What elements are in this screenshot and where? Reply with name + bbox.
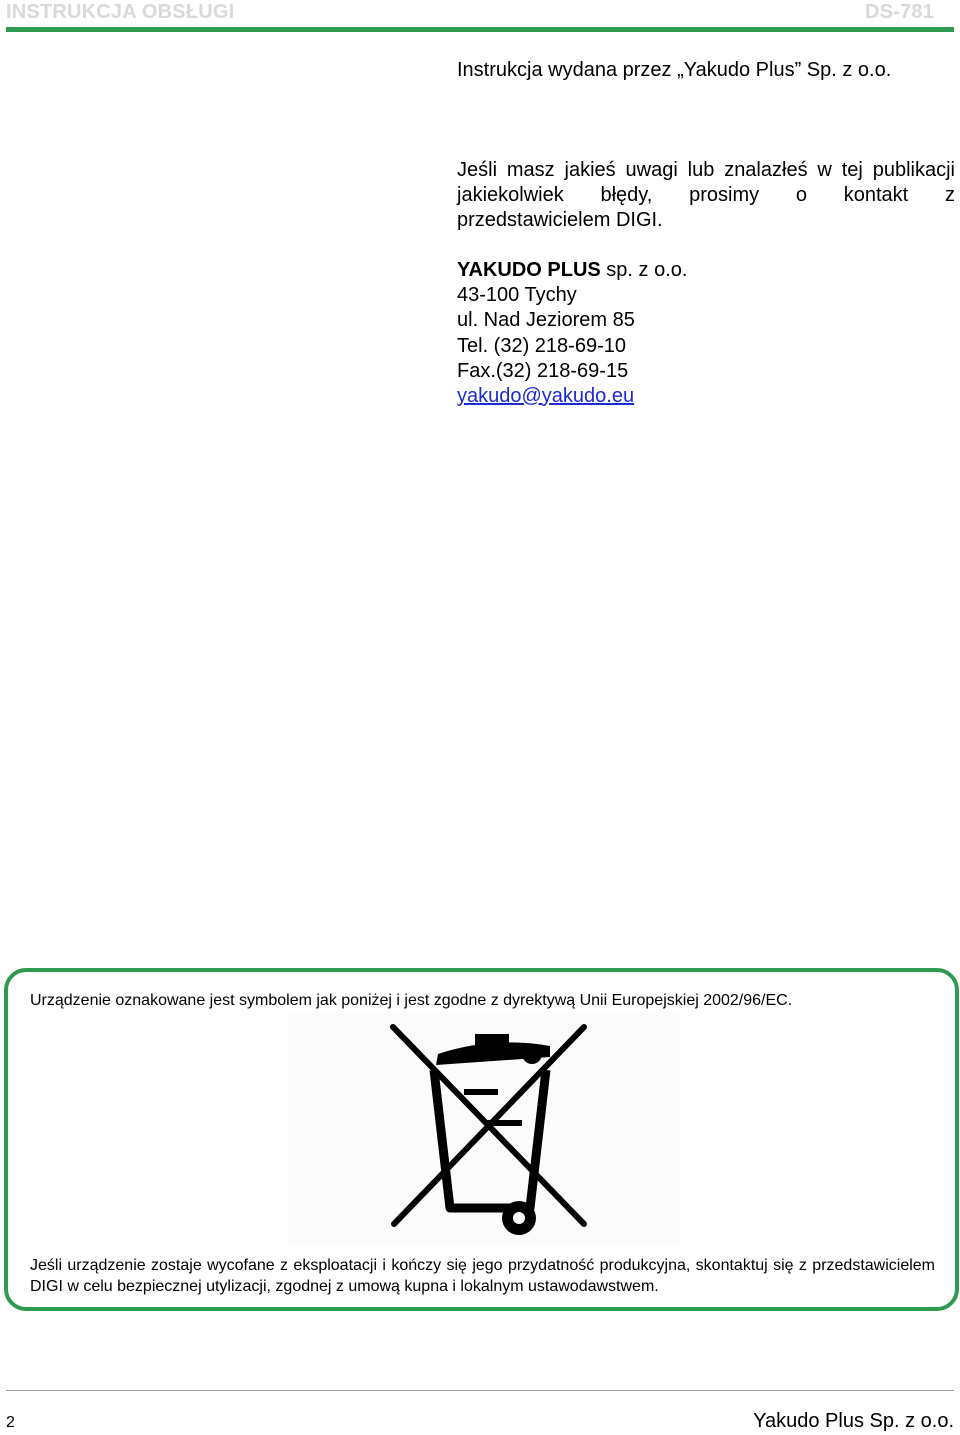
model-number: DS-781 [864,1,934,23]
email-link[interactable]: yakudo@yakudo.eu [457,385,635,408]
manual-title: INSTRUKCJA OBSŁUGI [6,1,235,23]
company-name-suffix: sp. z o.o. [600,259,688,281]
feedback-note: Jeśli masz jakieś uwagi lub znalazłeś w tej publikacji jakiekolwiek błędy, prosimy o kontakt z przedstawicielem DIGI. [457,159,955,231]
weee-directive-text: Urządzenie oznakowane jest symbolem jak poniżej i jest zgodne z dyrektywą Unii Europejskiej 2002/96/EC. [30,992,793,1009]
company-name [457,258,687,283]
weee-symbol-panel [288,1012,680,1247]
header-rule [6,27,954,32]
footer-rule [6,1390,954,1391]
company-fax: Fax.(32) 218-69-15 [457,359,629,382]
crossed-out-wheelie-bin-icon [288,1012,680,1247]
company-street: ul. Nad Jeziorem 85 [457,309,635,332]
company-phone: Tel. (32) 218-69-10 [457,334,626,357]
company-city: 43-100 Tychy [457,284,577,307]
contact-block [457,258,687,409]
issued-by-text: Instrukcja wydana przez „Yakudo Plus” Sp. z o.o. [457,59,892,81]
company-name-bold: YAKUDO PLUS [457,259,601,281]
page-header [6,0,954,24]
weee-notice-box [4,968,959,1311]
footer-company-name: Yakudo Plus Sp. z o.o. [753,1410,954,1432]
weee-disposal-text: Jeśli urządzenie zostaje wycofane z eksploatacji i kończy się jego przydatność produkcyjna, skontaktuj się z przedstawicielem DIGI w celu bezpiecznej utylizacji, zgodnej z umową kupna i lokalnym ustawodawstwem. [30,1257,935,1295]
page-number: 2 [6,1414,15,1431]
